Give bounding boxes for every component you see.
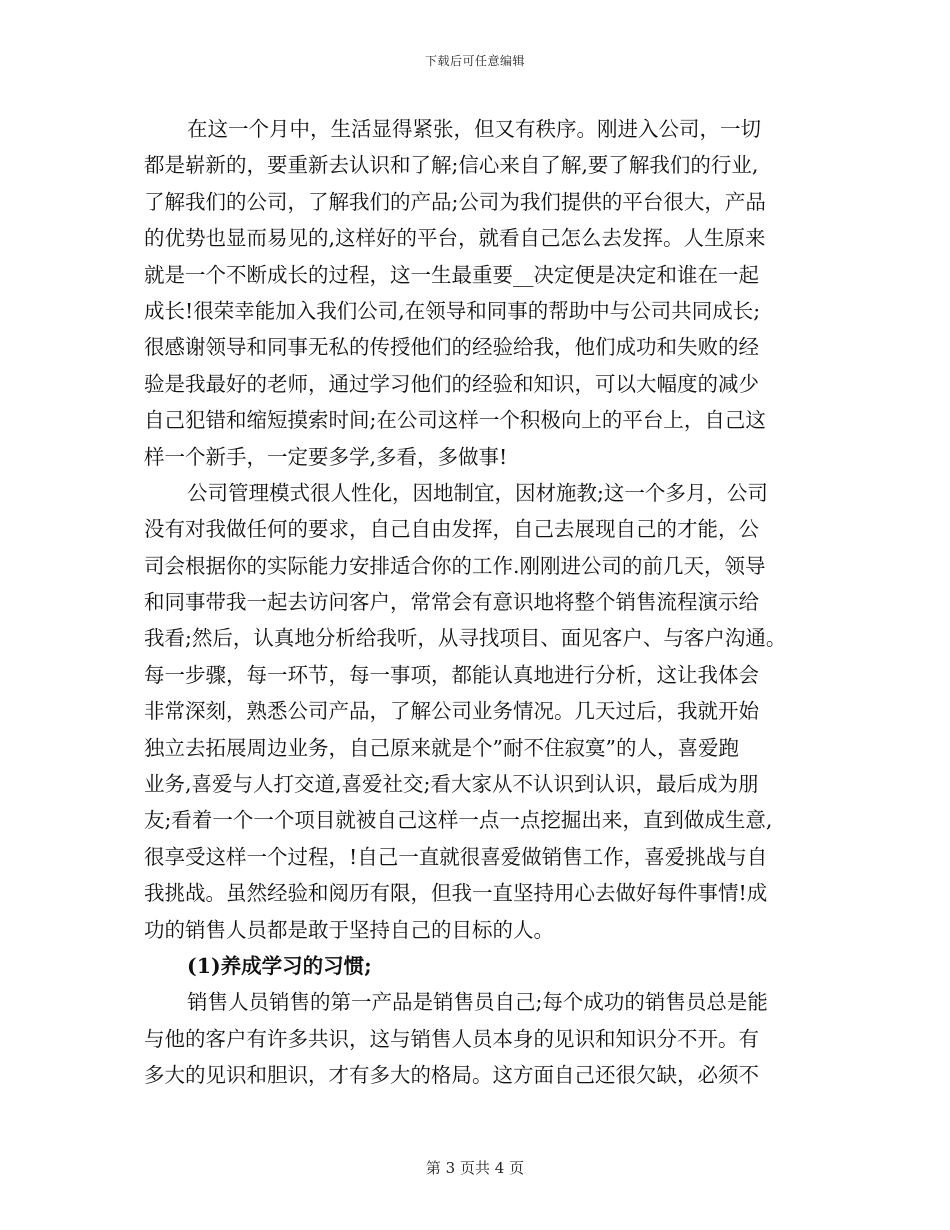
text-line: 我看;然后，认真地分析给我听，从寻找项目、面见客户、与客户沟通。 [144, 626, 787, 651]
text-line: 样一个新手，一定要多学,多看，多做事! [144, 444, 508, 469]
text-line: 就是一个不断成长的过程，这一生最重要__决定便是决定和谁在一起 [144, 262, 759, 287]
text-line: 成长!很荣幸能加入我们公司,在领导和同事的帮助中与公司共同成长; [144, 298, 761, 323]
text-line: 都是崭新的，要重新去认识和了解;信心来自了解,要了解我们的行业, [144, 153, 759, 178]
text-line: 非常深刻，熟悉公司产品，了解公司业务情况。几天过后，我就开始 [144, 699, 759, 724]
heading-text: (1)养成学习的习惯; [187, 953, 372, 978]
text-line: 公司管理模式很人性化，因地制宜，因材施教;这一个多月，公司 [187, 480, 768, 505]
paragraph [144, 475, 814, 948]
page-header: 下载后可任意编辑 [424, 54, 525, 68]
text-line: 的优势也显而易见的,这样好的平台，就看自己怎么去发挥。人生原来 [144, 226, 766, 251]
text-line: 和同事带我一起去访问客户，常常会有意识地将整个销售流程演示给 [144, 590, 759, 615]
section-heading [144, 948, 814, 984]
text-line: 司会根据你的实际能力安排适合你的工作.刚刚进公司的前几天，领导 [144, 553, 766, 578]
text-line: 业务,喜爱与人打交道,喜爱社交;看大家从不认识到认识，最后成为朋 [144, 772, 759, 797]
paragraph [144, 111, 814, 475]
text-line: 没有对我做任何的要求，自己自由发挥，自己去展现自己的才能，公 [144, 517, 759, 542]
page-footer: 第 3 页共 4 页 [425, 1159, 525, 1177]
text-line: 很感谢领导和同事无私的传授他们的经验给我，他们成功和失败的经 [144, 335, 759, 360]
text-line: 友;看着一个一个项目就被自己这样一点一点挖掘出来，直到做成生意, [144, 808, 773, 833]
text-line: 我挑战。虽然经验和阅历有限，但我一直坚持用心去做好每件事情!成 [144, 881, 768, 906]
text-line: 与他的客户有许多共识，这与销售人员本身的见识和知识分不开。有 [144, 1026, 759, 1051]
text-line: 自己犯错和缩短摸索时间;在公司这样一个积极向上的平台上，自己这 [144, 408, 766, 433]
text-line: 功的销售人员都是敢于坚持自己的目标的人。 [144, 917, 554, 942]
text-line: 每一步骤，每一环节，每一事项，都能认真地进行分析，这让我体会 [144, 662, 759, 687]
text-line: 销售人员销售的第一产品是销售员自己;每个成功的销售员总是能 [187, 990, 768, 1015]
text-line: 验是我最好的老师，通过学习他们的经验和知识，可以大幅度的减少 [144, 371, 759, 396]
text-line: 在这一个月中，生活显得紧张，但又有秩序。刚进入公司，一切 [187, 117, 761, 141]
text-line: 了解我们的公司，了解我们的产品;公司为我们提供的平台很大，产品 [144, 189, 766, 214]
text-line: 多大的见识和胆识，才有多大的格局。这方面自己还很欠缺，必须不 [144, 1063, 759, 1088]
paragraph [144, 984, 814, 1093]
text-line: 独立去拓展周边业务，自己原来就是个”耐不住寂寞”的人，喜爱跑 [144, 735, 739, 760]
text-line: 很享受这样一个过程，!自己一直就很喜爱做销售工作，喜爱挑战与自 [144, 844, 768, 869]
document-body [144, 111, 814, 1094]
